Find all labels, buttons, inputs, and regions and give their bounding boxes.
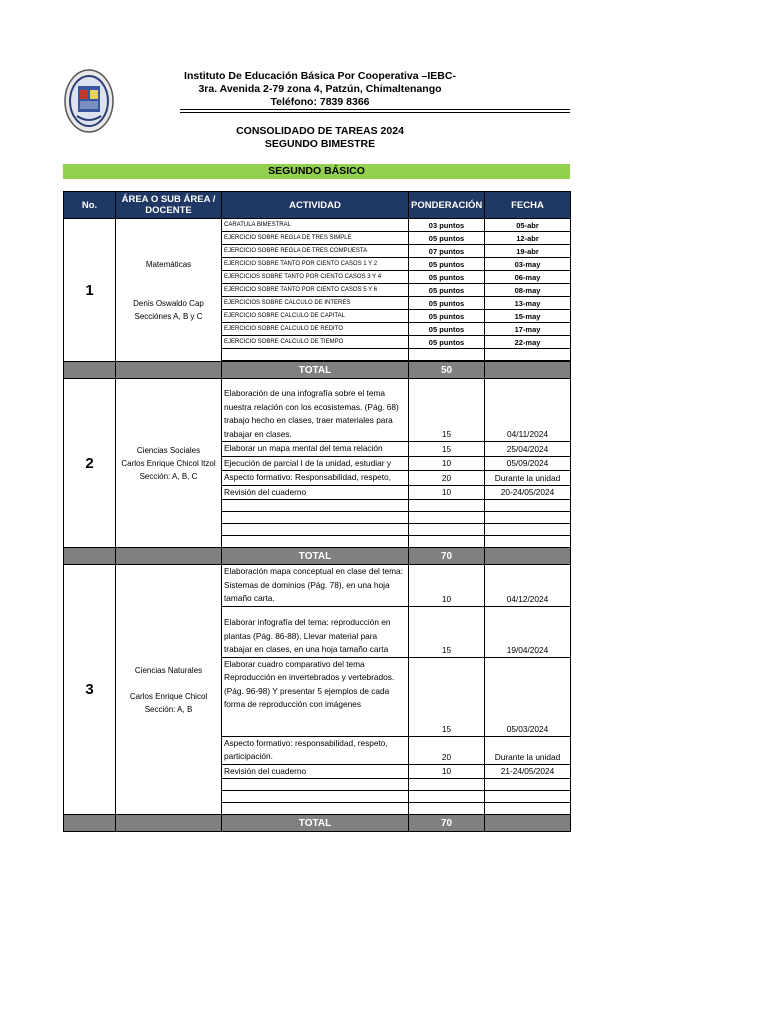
table-row: [64, 219, 571, 232]
date-cell: 25/04/2024: [485, 442, 571, 457]
subject-name: Ciencias Sociales: [136, 445, 201, 455]
date-cell: 05/03/2024: [485, 657, 571, 736]
points-cell: 05 puntos: [409, 323, 485, 336]
activity-cell: Elaboración de una infografía sobre el tema nuestra relación con los ecosistemas. (Pág. 68) trabajo hecho en clases, traer materiales para trabajar en clases.: [222, 379, 409, 442]
activity-cell: Aspecto formativo: Responsabilidad, respeto,: [222, 471, 409, 486]
activity-cell: EJERCICIO SOBRE CALCULO DE TIEMPO: [222, 336, 409, 349]
institution-address: 3ra. Avenida 2-79 zona 4, Patzún, Chimaltenango: [198, 83, 442, 95]
date-cell: 08-may: [485, 284, 571, 297]
points-cell: 15: [409, 442, 485, 457]
total-fill: [116, 548, 222, 565]
header-divider-bottom: [180, 112, 570, 113]
points-cell: 05 puntos: [409, 271, 485, 284]
activity-cell: EJERCICIOS SOBRE TANTO POR CIENTO CASOS 3 Y 4: [222, 271, 409, 284]
total-label: TOTAL: [222, 362, 409, 379]
activity-cell: Aspecto formativo: responsabilidad, respeto, participación.: [222, 736, 409, 764]
activity-cell: EJERCICIO SOBRE TANTO POR CIENTO CASOS 5 Y 6: [222, 284, 409, 297]
points-cell: 10: [409, 485, 485, 500]
date-cell: 17-may: [485, 323, 571, 336]
activity-cell: EJERCICIOS SOBRE CALCULO DE INTERES: [222, 297, 409, 310]
section-number: 1: [64, 219, 116, 362]
activity-cell: Elaboración mapa conceptual en clase del tema: Sistemas de dominios (Pág. 78), en una hoja tamaño carta.: [222, 565, 409, 607]
activity-cell: Ejecución de parcial I de la unidad, estudiar y: [222, 456, 409, 471]
date-cell: Durante la unidad: [485, 471, 571, 486]
total-value: 70: [409, 815, 485, 832]
col-header-area: ÁREA O SUB ÁREA / DOCENTE: [116, 192, 222, 219]
date-cell: 19-abr: [485, 245, 571, 258]
col-header-weight: PONDERACIÓN: [409, 192, 485, 219]
date-cell: 04/12/2024: [485, 565, 571, 607]
col-header-no: No.: [64, 192, 116, 219]
points-cell: 20: [409, 471, 485, 486]
total-label: TOTAL: [222, 548, 409, 565]
document-subtitle: SEGUNDO BIMESTRE: [264, 138, 376, 150]
total-fill: [116, 362, 222, 379]
teacher-name: Denis Oswaldo Cap: [133, 298, 204, 308]
activity-cell: Elaborar infografía del tema: reproducción en plantas (Pág. 86-88). Llevar material para trabajar en clases, en una hoja tamaño carta: [222, 606, 409, 657]
section-area: [116, 219, 222, 362]
institution-phone: Teléfono: 7839 8366: [270, 96, 370, 108]
section-area: [116, 565, 222, 815]
institution-name: Instituto De Educación Básica Por Cooperativa –IEBC-: [184, 70, 456, 82]
points-cell: 20: [409, 736, 485, 764]
section-number: 3: [64, 565, 116, 815]
tasks-table: [63, 191, 571, 832]
date-cell: 22-may: [485, 336, 571, 349]
points-cell: 15: [409, 379, 485, 442]
date-cell: 05-abr: [485, 219, 571, 232]
col-header-date: FECHA: [485, 192, 571, 219]
points-cell: 15: [409, 606, 485, 657]
date-cell: 19/04/2024: [485, 606, 571, 657]
school-logo: [63, 68, 115, 134]
points-cell: 10: [409, 764, 485, 779]
total-fill: [64, 815, 116, 832]
points-cell: 05 puntos: [409, 258, 485, 271]
points-cell: 05 puntos: [409, 297, 485, 310]
points-cell: 10: [409, 565, 485, 607]
points-cell: 05 puntos: [409, 232, 485, 245]
section-groups: Sección: A, B: [144, 704, 193, 714]
total-fill: [485, 362, 571, 379]
date-cell: 13-may: [485, 297, 571, 310]
subject-name: Matemáticas: [145, 259, 192, 269]
total-value: 50: [409, 362, 485, 379]
total-fill: [64, 548, 116, 565]
date-cell: 21-24/05/2024: [485, 764, 571, 779]
activity-cell: Elaborar cuadro comparativo del tema Reproducción en invertebrados y vertebrados. (Pág. 96-98) Y presentar 5 ejemplos de cada forma de reproducción con imágenes: [222, 657, 409, 736]
activity-cell: EJERCICIO SOBRE CALCULO DE CAPITAL: [222, 310, 409, 323]
activity-cell: EJERCICIO SOBRE REGLA DE TRES SIMPLE: [222, 232, 409, 245]
activity-cell: CARATULA BIMESTRAL: [222, 219, 409, 232]
points-cell: 05 puntos: [409, 284, 485, 297]
table-row: [64, 565, 571, 607]
total-label: TOTAL: [222, 815, 409, 832]
activity-cell: EJERCICIO SOBRE REGLA DE TRES COMPUESTA: [222, 245, 409, 258]
points-cell: 15: [409, 657, 485, 736]
points-cell: 10: [409, 456, 485, 471]
date-cell: Durante la unidad: [485, 736, 571, 764]
total-fill: [485, 815, 571, 832]
total-fill: [64, 362, 116, 379]
col-header-activity: ACTIVIDAD: [222, 192, 409, 219]
date-cell: 03-may: [485, 258, 571, 271]
date-cell: 12-abr: [485, 232, 571, 245]
table-row: [64, 379, 571, 442]
points-cell: 05 puntos: [409, 310, 485, 323]
teacher-name: Carlos Enrique Chicol Itzol: [121, 458, 216, 468]
total-row: [64, 362, 571, 379]
total-row: [64, 815, 571, 832]
section-area: [116, 379, 222, 548]
grade-banner: SEGUNDO BÁSICO: [63, 164, 570, 179]
activity-cell: EJERCICIO SOBRE TANTO POR CIENTO CASOS 1 Y 2: [222, 258, 409, 271]
activity-cell: Revisión del cuaderno: [222, 764, 409, 779]
points-cell: 05 puntos: [409, 336, 485, 349]
total-row: [64, 548, 571, 565]
total-value: 70: [409, 548, 485, 565]
section-number: 2: [64, 379, 116, 548]
date-cell: 04/11/2024: [485, 379, 571, 442]
section-groups: Sección: A, B, C: [139, 471, 198, 481]
activity-cell: Elaborar un mapa mental del tema relación: [222, 442, 409, 457]
total-fill: [116, 815, 222, 832]
points-cell: 03 puntos: [409, 219, 485, 232]
section-groups: Secciónes A, B y C: [134, 311, 203, 321]
total-fill: [485, 548, 571, 565]
teacher-name: Carlos Enrique Chicol: [129, 691, 208, 701]
date-cell: 20-24/05/2024: [485, 485, 571, 500]
activity-cell: Revisión del cuaderno: [222, 485, 409, 500]
header-divider-top: [180, 109, 570, 110]
points-cell: 07 puntos: [409, 245, 485, 258]
document-title: CONSOLIDADO DE TAREAS 2024: [236, 125, 404, 137]
activity-cell: EJERCICIO SOBRE CALCULO DE REDITO: [222, 323, 409, 336]
date-cell: 05/09/2024: [485, 456, 571, 471]
subject-name: Ciencias Naturales: [134, 665, 203, 675]
date-cell: 06-may: [485, 271, 571, 284]
date-cell: 15-may: [485, 310, 571, 323]
